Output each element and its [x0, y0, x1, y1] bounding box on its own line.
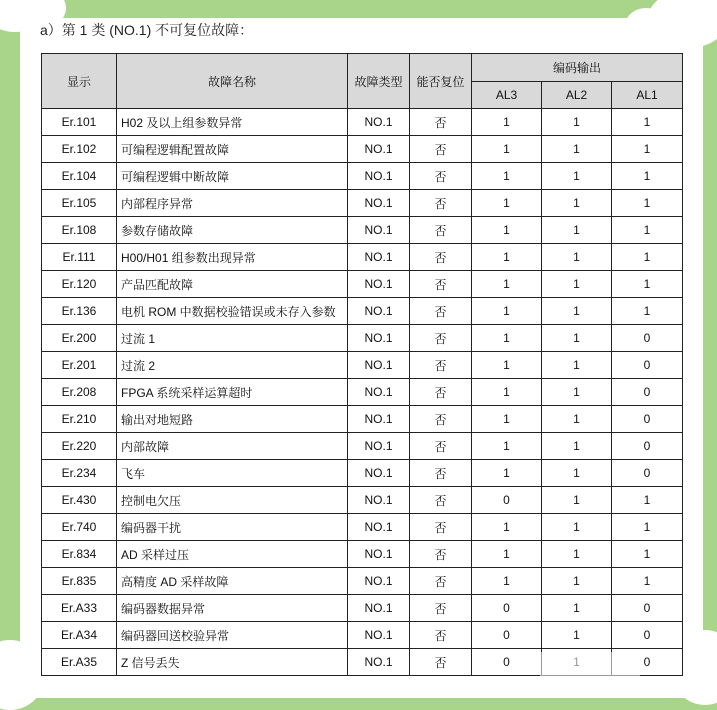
- cell-display: Er.A33: [42, 595, 117, 622]
- cell-resettable: 否: [410, 568, 472, 595]
- cell-resettable: 否: [410, 163, 472, 190]
- cell-al3: 1: [472, 109, 542, 136]
- cell-fault-type: NO.1: [348, 568, 410, 595]
- header-fault-type: 故障类型: [348, 54, 410, 109]
- cell-al2: 1: [542, 109, 612, 136]
- cell-display: Er.111: [42, 244, 117, 271]
- header-resettable: 能否复位: [410, 54, 472, 109]
- cell-fault-type: NO.1: [348, 298, 410, 325]
- cell-al3: 0: [472, 622, 542, 649]
- cell-al1: 0: [612, 406, 683, 433]
- header-fault-name: 故障名称: [117, 54, 348, 109]
- table-row: [42, 352, 683, 379]
- cell-al1: 1: [612, 136, 683, 163]
- table-row: [42, 541, 683, 568]
- table-row: [42, 406, 683, 433]
- cell-fault-name: 产品匹配故障: [117, 271, 348, 298]
- cell-fault-name: 编码器干扰: [117, 514, 348, 541]
- cell-al1: 1: [612, 541, 683, 568]
- cell-resettable: 否: [410, 352, 472, 379]
- cell-fault-type: NO.1: [348, 163, 410, 190]
- cell-al3: 1: [472, 541, 542, 568]
- cell-display: Er.102: [42, 136, 117, 163]
- cell-al1: 1: [612, 271, 683, 298]
- cell-al2: 1: [542, 460, 612, 487]
- cell-al3: 1: [472, 352, 542, 379]
- cell-fault-type: NO.1: [348, 649, 410, 676]
- cell-al2: 1: [542, 325, 612, 352]
- cell-fault-name: 控制电欠压: [117, 487, 348, 514]
- cell-fault-name: 可编程逻辑配置故障: [117, 136, 348, 163]
- table-row: [42, 244, 683, 271]
- cell-fault-name: 可编程逻辑中断故障: [117, 163, 348, 190]
- cell-al1: 0: [612, 595, 683, 622]
- table-row: [42, 217, 683, 244]
- cell-display: Er.834: [42, 541, 117, 568]
- table-row: [42, 595, 683, 622]
- cell-display: Er.430: [42, 487, 117, 514]
- cell-al3: 1: [472, 568, 542, 595]
- cell-fault-name: 过流 1: [117, 325, 348, 352]
- cell-display: Er.A35: [42, 649, 117, 676]
- cell-al2: 1: [542, 298, 612, 325]
- cell-resettable: 否: [410, 406, 472, 433]
- cell-resettable: 否: [410, 136, 472, 163]
- cell-fault-type: NO.1: [348, 136, 410, 163]
- header-al1: AL1: [612, 82, 683, 109]
- cell-al1: 1: [612, 244, 683, 271]
- cell-fault-type: NO.1: [348, 433, 410, 460]
- cell-resettable: 否: [410, 109, 472, 136]
- cell-fault-name: 参数存储故障: [117, 217, 348, 244]
- header-display: 显示: [42, 54, 117, 109]
- header-al3: AL3: [472, 82, 542, 109]
- cell-al3: 1: [472, 217, 542, 244]
- cell-al2: 1: [542, 379, 612, 406]
- header-encoded-output: 编码输出: [472, 54, 683, 82]
- table-header-row: [42, 54, 683, 82]
- cell-fault-name: 编码器回送校验异常: [117, 622, 348, 649]
- cell-fault-name: 电机 ROM 中数据校验错误或未存入参数: [117, 298, 348, 325]
- cell-display: Er.108: [42, 217, 117, 244]
- cell-resettable: 否: [410, 325, 472, 352]
- cell-fault-type: NO.1: [348, 352, 410, 379]
- fault-code-table: [41, 53, 683, 676]
- cell-al3: 0: [472, 487, 542, 514]
- cell-al1: 0: [612, 379, 683, 406]
- cell-al3: 1: [472, 244, 542, 271]
- cell-resettable: 否: [410, 622, 472, 649]
- table-row: [42, 325, 683, 352]
- cell-fault-name: 输出对地短路: [117, 406, 348, 433]
- cell-fault-name: 过流 2: [117, 352, 348, 379]
- cell-fault-name: FPGA 系统采样运算超时: [117, 379, 348, 406]
- cell-fault-name: 内部故障: [117, 433, 348, 460]
- cell-fault-type: NO.1: [348, 406, 410, 433]
- cell-al1: 1: [612, 487, 683, 514]
- table-row: [42, 568, 683, 595]
- cell-display: Er.200: [42, 325, 117, 352]
- cell-resettable: 否: [410, 649, 472, 676]
- cell-al2: 1: [542, 433, 612, 460]
- cell-al1: 1: [612, 298, 683, 325]
- cell-al1: 1: [612, 163, 683, 190]
- cell-al2: 1: [542, 163, 612, 190]
- cell-al2: 1: [542, 406, 612, 433]
- cell-display: Er.234: [42, 460, 117, 487]
- cell-resettable: 否: [410, 190, 472, 217]
- cell-resettable: 否: [410, 514, 472, 541]
- table-row: [42, 163, 683, 190]
- cell-fault-type: NO.1: [348, 190, 410, 217]
- cell-fault-type: NO.1: [348, 460, 410, 487]
- table-row: [42, 136, 683, 163]
- cell-fault-name: AD 采样过压: [117, 541, 348, 568]
- watermark-smudge: [540, 652, 640, 676]
- cell-al3: 1: [472, 460, 542, 487]
- cell-al2: 1: [542, 217, 612, 244]
- cell-al3: 0: [472, 649, 542, 676]
- cell-al2: 1: [542, 244, 612, 271]
- table-row: [42, 622, 683, 649]
- cell-display: Er.101: [42, 109, 117, 136]
- cell-fault-name: 内部程序异常: [117, 190, 348, 217]
- cell-fault-type: NO.1: [348, 541, 410, 568]
- cell-fault-type: NO.1: [348, 595, 410, 622]
- cell-al1: 0: [612, 622, 683, 649]
- cell-al2: 1: [542, 136, 612, 163]
- cell-resettable: 否: [410, 433, 472, 460]
- cell-al1: 0: [612, 433, 683, 460]
- cell-fault-name: 飞车: [117, 460, 348, 487]
- cell-display: Er.208: [42, 379, 117, 406]
- cell-al2: 1: [542, 487, 612, 514]
- cell-fault-name: 编码器数据异常: [117, 595, 348, 622]
- cell-fault-type: NO.1: [348, 271, 410, 298]
- cell-resettable: 否: [410, 271, 472, 298]
- cell-fault-name: 高精度 AD 采样故障: [117, 568, 348, 595]
- cell-al2: 1: [542, 514, 612, 541]
- cell-display: Er.220: [42, 433, 117, 460]
- cell-al2: 1: [542, 190, 612, 217]
- table-row: [42, 433, 683, 460]
- cell-resettable: 否: [410, 541, 472, 568]
- cell-fault-type: NO.1: [348, 622, 410, 649]
- table-row: [42, 190, 683, 217]
- cell-al1: 1: [612, 190, 683, 217]
- cell-al3: 1: [472, 325, 542, 352]
- cell-al3: 1: [472, 163, 542, 190]
- cell-fault-type: NO.1: [348, 244, 410, 271]
- cell-resettable: 否: [410, 460, 472, 487]
- cell-display: Er.210: [42, 406, 117, 433]
- cell-al1: 1: [612, 217, 683, 244]
- table-row: [42, 109, 683, 136]
- cell-al3: 1: [472, 190, 542, 217]
- cell-fault-type: NO.1: [348, 514, 410, 541]
- table-row: [42, 298, 683, 325]
- cell-al2: 1: [542, 352, 612, 379]
- cell-al2: 1: [542, 271, 612, 298]
- cell-display: Er.A34: [42, 622, 117, 649]
- table-row: [42, 487, 683, 514]
- table-row: [42, 379, 683, 406]
- cell-resettable: 否: [410, 217, 472, 244]
- cell-resettable: 否: [410, 298, 472, 325]
- cell-display: Er.740: [42, 514, 117, 541]
- cell-al1: 0: [612, 460, 683, 487]
- table-row: [42, 460, 683, 487]
- cell-display: Er.835: [42, 568, 117, 595]
- cell-al3: 0: [472, 595, 542, 622]
- cell-fault-name: Z 信号丢失: [117, 649, 348, 676]
- cell-display: Er.104: [42, 163, 117, 190]
- cell-al3: 1: [472, 514, 542, 541]
- cell-al3: 1: [472, 136, 542, 163]
- cell-display: Er.105: [42, 190, 117, 217]
- cell-al3: 1: [472, 433, 542, 460]
- table-row: [42, 514, 683, 541]
- cell-display: Er.201: [42, 352, 117, 379]
- cell-fault-type: NO.1: [348, 379, 410, 406]
- table-row: [42, 271, 683, 298]
- cell-al3: 1: [472, 406, 542, 433]
- cell-al1: 1: [612, 568, 683, 595]
- cell-al3: 1: [472, 379, 542, 406]
- cell-display: Er.120: [42, 271, 117, 298]
- cell-display: Er.136: [42, 298, 117, 325]
- cell-resettable: 否: [410, 244, 472, 271]
- cell-al1: 1: [612, 514, 683, 541]
- cell-al1: 0: [612, 649, 683, 676]
- cell-resettable: 否: [410, 379, 472, 406]
- cell-fault-type: NO.1: [348, 325, 410, 352]
- cell-resettable: 否: [410, 487, 472, 514]
- cell-fault-name: H00/H01 组参数出现异常: [117, 244, 348, 271]
- cell-al2: 1: [542, 568, 612, 595]
- cell-resettable: 否: [410, 595, 472, 622]
- cell-al3: 1: [472, 271, 542, 298]
- section-heading: a）第 1 类 (NO.1) 不可复位故障：: [40, 22, 254, 38]
- cell-al1: 1: [612, 109, 683, 136]
- cell-al2: 1: [542, 541, 612, 568]
- cell-al1: 0: [612, 325, 683, 352]
- cell-fault-name: H02 及以上组参数异常: [117, 109, 348, 136]
- header-al2: AL2: [542, 82, 612, 109]
- cell-fault-type: NO.1: [348, 109, 410, 136]
- cell-fault-type: NO.1: [348, 217, 410, 244]
- cell-al1: 0: [612, 352, 683, 379]
- cell-al2: 1: [542, 622, 612, 649]
- cell-al3: 1: [472, 298, 542, 325]
- cell-fault-type: NO.1: [348, 487, 410, 514]
- cell-al2: 1: [542, 595, 612, 622]
